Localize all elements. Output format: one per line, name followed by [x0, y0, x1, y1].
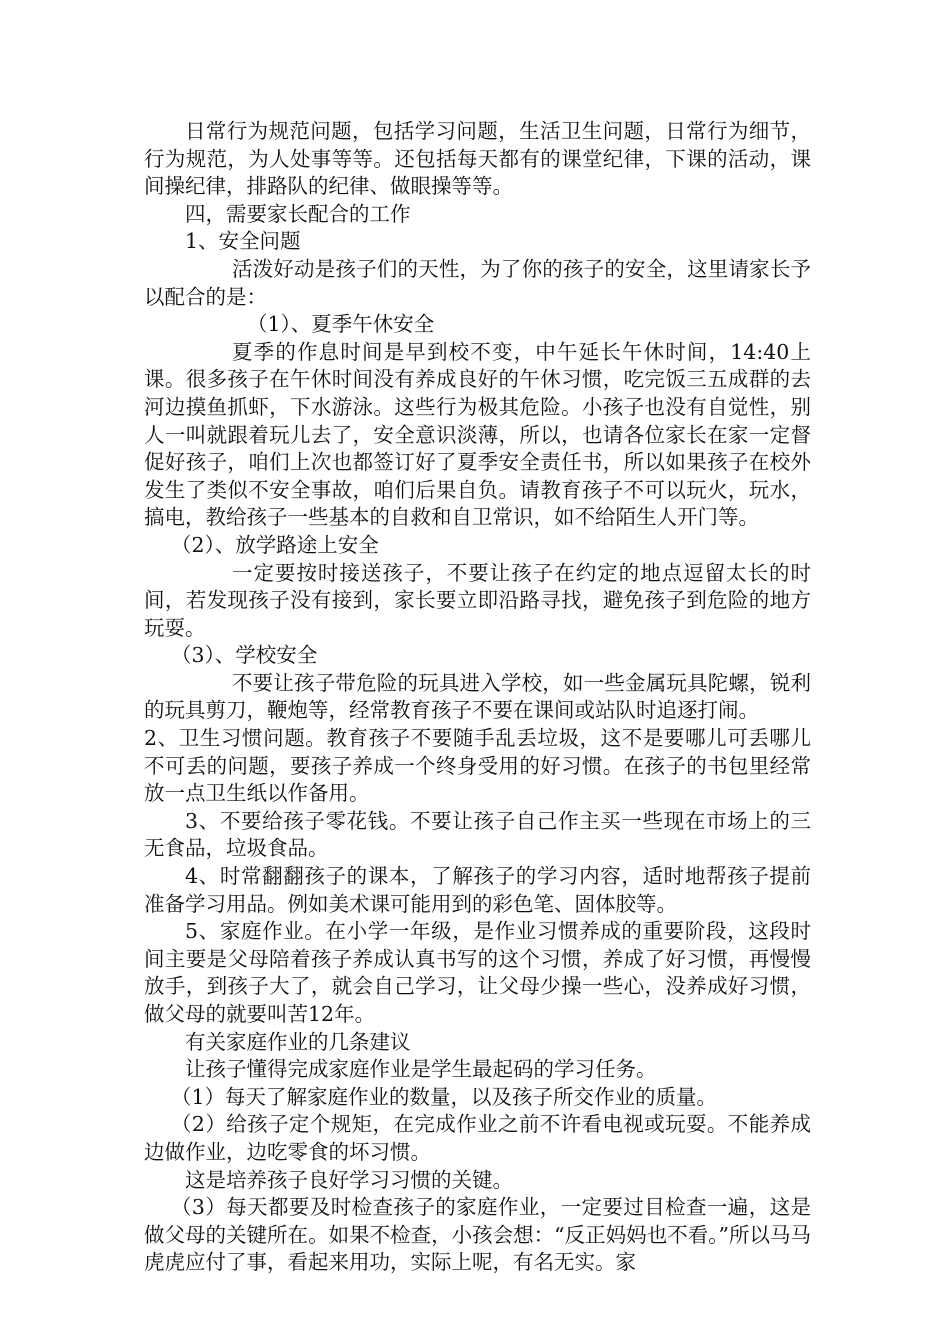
document-body	[144, 118, 811, 1277]
heading-parent-cooperation: 四，需要家长配合的工作	[185, 201, 411, 226]
paragraph-suggestion-3: （3）每天都要及时检查孩子的家庭作业，一定要过目检查一遍，这是做父母的关键所在。如果不检查，小孩会想：“反正妈妈也不看。”所以马马虎虎应付了事，看起来用功，实际上呢，有名无实。家	[144, 1195, 811, 1275]
paragraph-suggestion-1: （1）每天了解家庭作业的数量，以及孩子所交作业的质量。	[171, 1084, 718, 1109]
subheading-school-safety: （3）、学校安全	[171, 643, 318, 668]
heading-homework-suggestions: 有关家庭作业的几条建议	[185, 1029, 411, 1054]
heading-safety: 1、安全问题	[185, 229, 301, 254]
paragraph-key-habit: 这是培养孩子良好学习习惯的关键。	[185, 1167, 513, 1192]
paragraph-school-safety: 不要让孩子带危险的玩具进入学校，如一些金属玩具陀螺，锐利的玩具剪刀，鞭炮等，经常教育孩子不要在课间或站队时追逐打闹。	[144, 670, 811, 723]
paragraph-homework: 5、家庭作业。在小学一年级，是作业习惯养成的重要阶段，这段时间主要是父母陪着孩子养成认真书写的这个习惯，养成了好习惯，再慢慢放手，到孩子大了，就会自己学习，让父母少操一些心，没养成好习惯，做父母的就要叫苦12年。	[144, 919, 811, 1026]
paragraph-safety-intro: 活泼好动是孩子们的天性，为了你的孩子的安全，这里请家长予以配合的是：	[144, 256, 811, 309]
paragraph-suggestion-2: （2）给孩子定个规矩，在完成作业之前不许看电视或玩耍。不能养成边做作业，边吃零食的坏习惯。	[144, 1112, 811, 1164]
subheading-summer-nap-safety: （1）、夏季午休安全	[247, 312, 435, 337]
paragraph-daily-behavior: 日常行为规范问题，包括学习问题，生活卫生问题，日常行为细节，行为规范，为人处事等等。还包括每天都有的课堂纪律，下课的活动，课间操纪律，排路队的纪律、做眼操等等。	[144, 119, 811, 199]
paragraph-route-home-safety: 一定要按时接送孩子，不要让孩子在约定的地点逗留太长的时间，若发现孩子没有接到，家长要立即沿路寻找，避免孩子到危险的地方玩耍。	[144, 560, 811, 640]
paragraph-summer-nap-safety: 夏季的作息时间是早到校不变，中午延长午休时间，14:40上课。很多孩子在午休时间没有养成良好的午休习惯，吃完饭三五成群的去河边摸鱼抓虾，下水游泳。这些行为极其危险。小孩子也没有自觉性，别人一叫就跟着玩儿去了，安全意识淡薄，所以，也请各位家长在家一定督促好孩子，咱们上次也都签订好了夏季安全责任书，所以如果孩子在校外发生了类似不安全事故，咱们后果自负。请教育孩子不可以玩火，玩水，搞电，教给孩子一些基本的自救和自卫常识，如不给陌生人开门等。	[144, 339, 811, 530]
paragraph-homework-task: 让孩子懂得完成家庭作业是学生最起码的学习任务。	[185, 1057, 657, 1082]
paragraph-pocket-money: 3、不要给孩子零花钱。不要让孩子自己作主买一些现在市场上的三无食品，垃圾食品。	[144, 808, 811, 861]
paragraph-textbooks: 4、时常翻翻孩子的课本，了解孩子的学习内容，适时地帮孩子提前准备学习用品。例如美术课可能用到的彩色笔、固体胶等。	[144, 864, 811, 916]
subheading-route-home-safety: （2）、放学路途上安全	[171, 532, 379, 557]
paragraph-hygiene-habits: 2、卫生习惯问题。教育孩子不要随手乱丢垃圾，这不是要哪儿可丢哪儿不可丢的问题，要孩子养成一个终身受用的好习惯。在孩子的书包里经常放一点卫生纸以作备用。	[144, 726, 811, 806]
